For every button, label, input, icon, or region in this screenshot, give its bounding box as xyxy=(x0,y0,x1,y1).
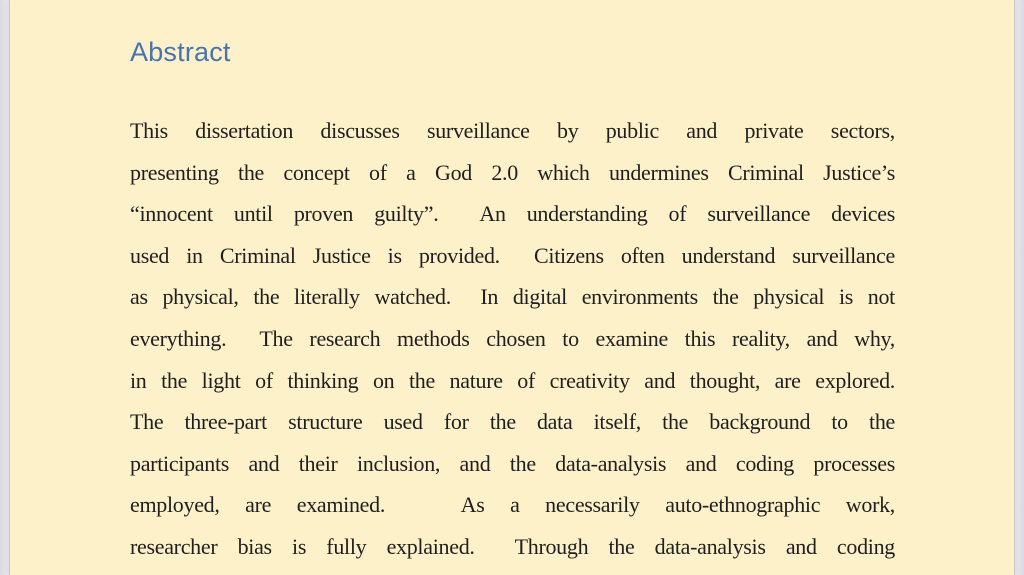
text-line: participants and their inclusion, and the data-analysis and coding processes xyxy=(130,450,895,476)
abstract-paragraph xyxy=(130,110,895,568)
abstract-heading-text: Abstract xyxy=(130,37,231,67)
document-page xyxy=(9,0,1015,575)
text-line: everything. The research methods chosen to examine this reality, and why, xyxy=(130,325,895,351)
text-line: in the light of thinking on the nature of creativity and thought, are explored. xyxy=(130,367,895,393)
text-line: employed, are examined. As a necessarily auto-ethnographic work, xyxy=(130,492,895,518)
text-line: as physical, the literally watched. In digital environments the physical is not xyxy=(130,284,895,310)
text-line: This dissertation discusses surveillance by public and private sectors, xyxy=(130,118,895,143)
abstract-heading xyxy=(130,38,895,66)
text-line: “innocent until proven guilty”. An understanding of surveillance devices xyxy=(130,201,895,227)
text-line: presenting the concept of a God 2.0 which undermines Criminal Justice’s xyxy=(130,159,895,185)
text-line: researcher bias is fully explained. Through the data-analysis and coding xyxy=(130,533,895,559)
text-line: used in Criminal Justice is provided. Citizens often understand surveillance xyxy=(130,242,895,268)
text-line: The three-part structure used for the data itself, the background to the xyxy=(130,409,895,435)
